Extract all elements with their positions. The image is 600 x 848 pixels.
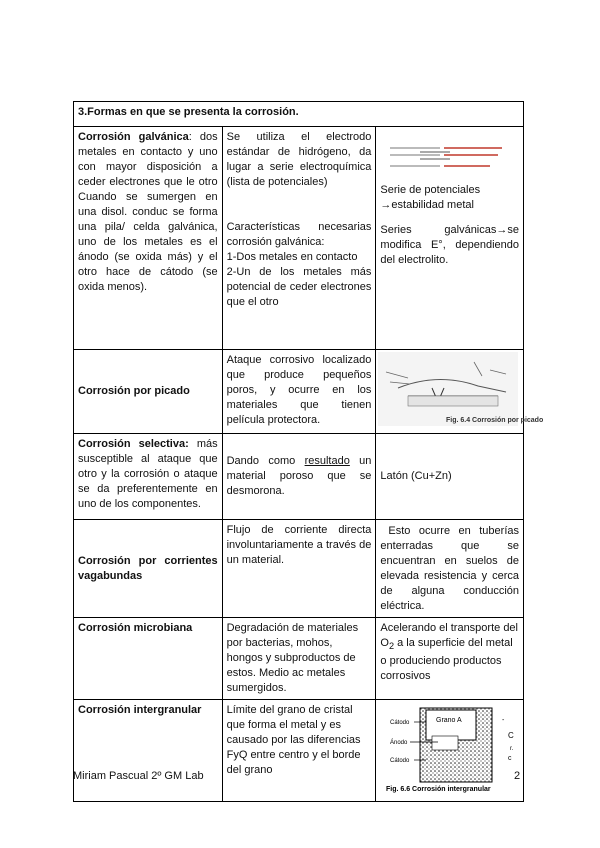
galvanic-title: Corrosión galvánica <box>78 131 189 143</box>
right-r-mark: r. <box>510 746 514 752</box>
right-dash-mark: - <box>502 717 505 724</box>
pitting-title: Corrosión por picado <box>74 350 223 434</box>
cathode-top-label: Cátodo <box>390 720 410 726</box>
galvanic-right <box>376 127 524 350</box>
microbial-right-sub: 2 <box>388 641 395 652</box>
galvanic-right-b: Series galvánicas→se modifica E°, dependiendo del electrolito. <box>380 224 519 266</box>
galvanic-middle-b: Características necesarias corrosión galvánica: <box>226 221 372 248</box>
galvanic-middle-a: Se utiliza el electrodo estándar de hidrógeno, da lugar a serie electroquímica (lista de potenciales) <box>226 131 372 188</box>
row-pitting <box>74 350 524 434</box>
selective-middle-post: un material poroso que se desmorona. <box>226 455 372 497</box>
galvanic-right-a: Serie de potenciales →estabilidad metal <box>380 184 481 211</box>
row-stray-currents <box>74 520 524 618</box>
section-title: 3.Formas en que se presenta la corrosión. <box>74 102 524 127</box>
selective-title: Corrosión selectiva: <box>78 438 189 450</box>
intergranular-figure <box>378 702 521 794</box>
row-selective <box>74 434 524 520</box>
intergranular-right <box>376 700 524 802</box>
microbial-middle: Degradación de materiales por bacterias, mohos, hongos y subproductos de estos. Medio ac metales sumergidos. <box>222 618 376 700</box>
footer-author: Miriam Pascual 2º GM Lab <box>73 770 204 782</box>
galvanic-middle-c: 1-Dos metales en contacto <box>226 251 358 263</box>
microbial-right-post: a la superficie del metal o produciendo productos corrosivos <box>380 637 513 683</box>
corrosion-table <box>73 101 544 802</box>
grain-label: Grano A <box>436 717 463 724</box>
galvanic-middle <box>222 127 376 350</box>
intergranular-caption: Fig. 6.6 Corrosión intergranular <box>386 786 492 793</box>
pitting-right <box>376 350 544 434</box>
right-c2-mark: c <box>508 755 512 762</box>
stray-title: Corrosión por corrientes vagabundas <box>74 520 223 618</box>
footer-page-number: 2 <box>514 770 521 782</box>
microbial-right <box>376 618 524 700</box>
potential-table-image <box>380 130 514 174</box>
microbial-title: Corrosión microbiana <box>74 618 223 700</box>
stray-right: Esto ocurre en tuberías enterradas que se encuentran en suelos de elevada resistencia y cerca de alguna conducción eléctrica. <box>376 520 524 618</box>
pitting-figure-caption: Fig. 6.4 Corrosión por picado <box>446 417 544 424</box>
anode-label: Ánodo <box>390 740 408 746</box>
microbial-right-pre: Acelerando el transporte del O <box>380 622 518 649</box>
pitting-middle: Ataque corrosivo localizado que produce pequeños poros, y ocurre en los materiales que tienen película protectora. <box>222 350 376 434</box>
row-galvanic <box>74 127 524 350</box>
selective-middle-pre: Dando como <box>226 455 305 467</box>
right-c-mark: C <box>508 731 515 740</box>
pitting-figure <box>378 352 544 426</box>
selective-right: Latón (Cu+Zn) <box>376 434 524 520</box>
row-microbial <box>74 618 524 700</box>
galvanic-description <box>74 127 223 350</box>
selective-desc-text: más susceptible al ataque que otro y la corrosión o ataque se da preferentemente en uno de los componentes. <box>78 438 218 510</box>
galvanic-desc-text: : dos metales en contacto y uno con mayor disposición a ceder electrones que le otro Cuando se sumergen en una disol. conduc se forma una pila/ celda galvánica, uno de los metales es el ánodo (se oxida más) y el otro hace de cátodo (se oxida menos). <box>78 131 218 293</box>
selective-middle <box>222 434 376 520</box>
row-intergranular <box>74 700 524 802</box>
galvanic-middle-d: 2-Un de los metales más potencial de ceder electrones que el otro <box>226 266 372 308</box>
selective-middle-underlined: resultado <box>304 455 350 467</box>
selective-description <box>74 434 223 520</box>
cathode-bottom-label: Cátodo <box>390 758 410 764</box>
intergranular-title: Corrosión intergranular <box>74 700 223 802</box>
stray-middle: Flujo de corriente directa involuntariamente a través de un material. <box>222 520 376 618</box>
intergranular-middle: Límite del grano de cristal que forma el metal y es causado por las diferencias FyQ entre centro y el borde del grano <box>222 700 376 802</box>
